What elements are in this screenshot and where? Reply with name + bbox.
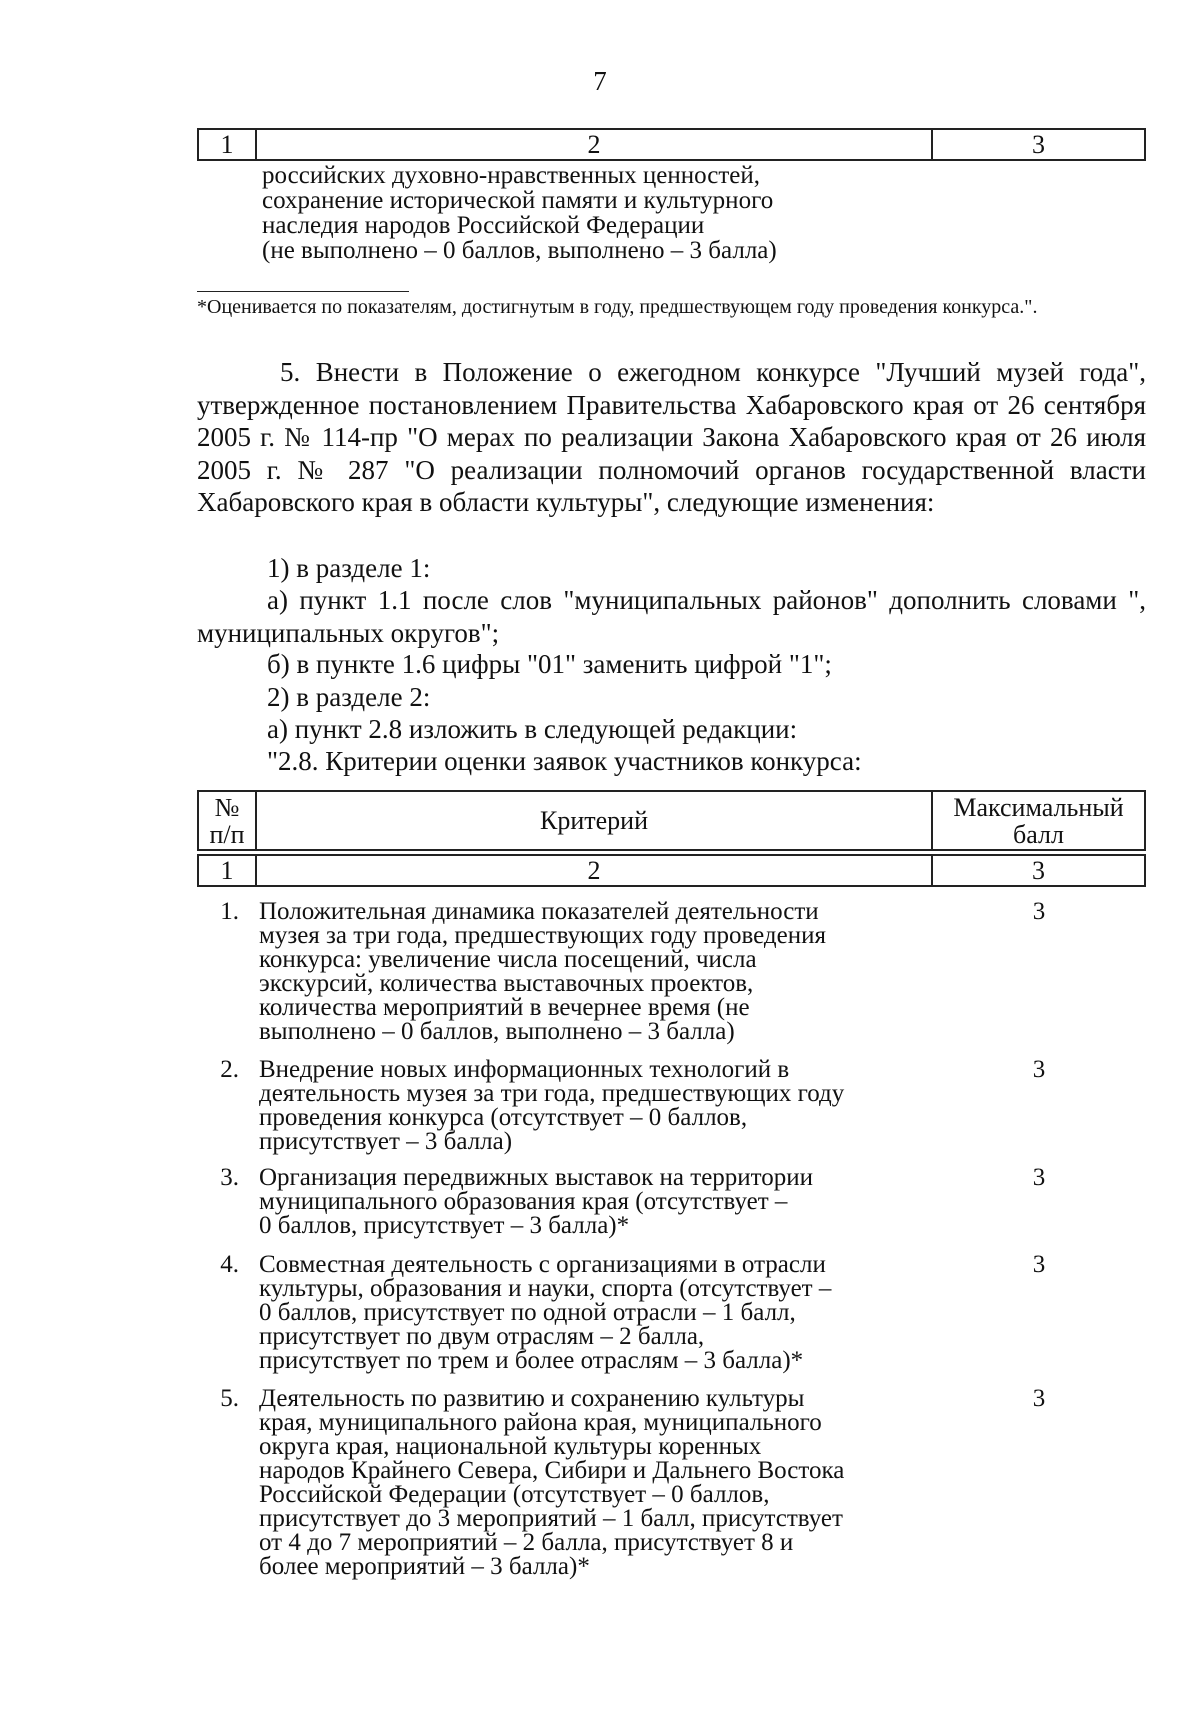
column-number-3: 3 (1032, 129, 1045, 159)
column-number-2: 2 (257, 130, 933, 159)
criteria-row-number: 3. (220, 1164, 239, 1191)
criteria-column-numbers (197, 854, 1146, 887)
amendment-item-2: 2) в разделе 2: (267, 682, 431, 712)
criteria-column-number-2: 2 (257, 856, 933, 885)
criteria-row-number: 5. (220, 1385, 239, 1412)
criteria-row-score: 3 (1032, 1251, 1046, 1278)
criteria-intro: "2.8. Критерии оценки заявок участников конкурса: (267, 746, 862, 776)
amendment-item-2a: а) пункт 2.8 изложить в следующей редакции: (267, 714, 798, 744)
header-number: № п/п (199, 792, 257, 849)
criteria-row-score: 3 (1032, 1385, 1046, 1412)
criteria-column-number-3: 3 (1032, 855, 1045, 885)
criteria-row-score: 3 (1032, 1164, 1046, 1191)
amendment-item-1b: б) в пункте 1.6 цифры "01" заменить цифрой "1"; (267, 649, 832, 679)
criteria-row-text: Положительная динамика показателей деятельности музея за три года, предшествующих году проведения конкурса: увеличение числа посещений, числа экскурсий, количества выставочных проектов, количества мероприятий в вечернее время (не выполнено – 0 баллов, выполнено – 3 балла) (259, 898, 826, 1045)
criteria-row-number: 2. (220, 1056, 239, 1083)
criteria-row-score: 3 (1032, 898, 1046, 925)
criteria-column-number-1: 1 (199, 856, 257, 885)
column-number-1: 1 (199, 130, 257, 159)
paragraph-5: 5. Внести в Положение о ежегодном конкурсе "Лучший музей года", утвержденное постановлением Правительства Хабаровского края от 26 сентября 2005 г. № 114-пр "О мерах по реализации Закона Хабаровского края от 26 июля 2005 г. № 287 "О реализации полномочий органов государственной власти Хабаровского края в области культуры", следующие изменения: (197, 357, 1146, 517)
header-criterion: Критерий (257, 792, 933, 849)
criteria-row-number: 1. (220, 898, 239, 925)
footnote: *Оценивается по показателям, достигнутым в году, предшествующем году проведения конкурса.". (197, 296, 1038, 318)
criteria-row-score: 3 (1032, 1056, 1046, 1083)
amendment-item-1a: а) пункт 1.1 после слов "муниципальных районов" дополнить словами ", муниципальных округов"; (197, 585, 1146, 648)
criteria-table-header (197, 790, 1146, 851)
criteria-row-text: Деятельность по развитию и сохранению культуры края, муниципального района края, муниципального округа края, национальной культуры коренных народов Крайнего Севера, Сибири и Дальнего Востока Российской Федерации (отсутствует – 0 баллов, присутствует до 3 мероприятий – 1 балл, присутствует от 4 до 7 мероприятий – 2 балла, присутствует 8 и более мероприятий – 3 балла)* (259, 1385, 845, 1580)
footnote-divider (197, 291, 409, 292)
amendment-item-1: 1) в разделе 1: (267, 553, 431, 583)
criteria-row-text: Совместная деятельность с организациями в отрасли культуры, образования и науки, спорта (отсутствует – 0 баллов, присутствует по одной отрасли – 1 балл, присутствует по двум отраслям – 2 балла, присутствует по трем и более отраслям – 3 балла)* (259, 1251, 832, 1374)
criteria-row-text: Внедрение новых информационных технологий в деятельность музея за три года, предшествующих году проведения конкурса (отсутствует – 0 баллов, присутствует – 3 балла) (259, 1056, 845, 1155)
column-number-header-top (197, 128, 1146, 161)
header-max-score: Максимальный балл (953, 792, 1124, 849)
page-number: 7 (593, 66, 607, 96)
criteria-row-number: 4. (220, 1251, 239, 1278)
continuation-criterion-text: российских духовно-нравственных ценностей, сохранение исторической памяти и культурного наследия народов Российской Федерации (не выполнено – 0 баллов, выполнено – 3 балла) (262, 162, 777, 264)
criteria-row-text: Организация передвижных выставок на территории муниципального образования края (отсутствует – 0 баллов, присутствует – 3 балла)* (259, 1164, 814, 1239)
